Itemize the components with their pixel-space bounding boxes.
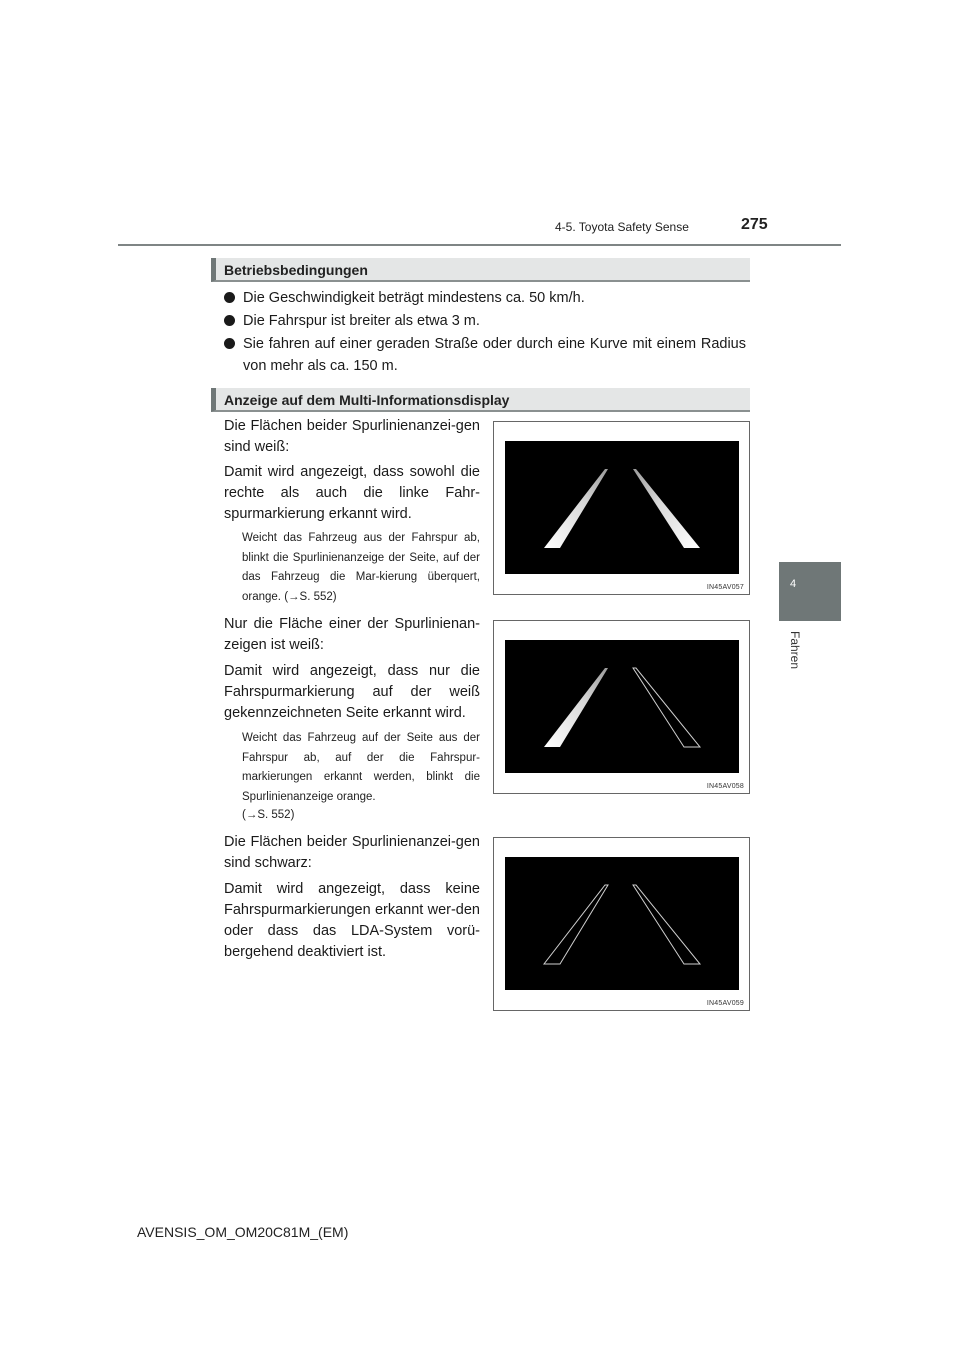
header-rule [118, 244, 841, 246]
item-title: Die Flächen beider Spurlinienanzei-gen sind weiß: [224, 418, 480, 455]
bullet-item: Die Geschwindigkeit beträgt mindestens ca. 50 km/h. [224, 287, 746, 309]
chapter-number: 4 [789, 578, 797, 590]
chapter-tab [779, 562, 841, 621]
figure-both-lanes-black [493, 837, 750, 1011]
display-screen [505, 857, 739, 990]
document-id: AVENSIS_OM_OM20C81M_(EM) [137, 1224, 349, 1240]
left-lane-marker-white [544, 668, 608, 747]
bullet-item: Sie fahren auf einer geraden Straße oder durch eine Kurve mit einem Radius von mehr als ca. 150 m. [224, 333, 746, 377]
item-description: Damit wird angezeigt, dass keine Fahrspurmarkierungen erkannt wer-den oder dass das LDA-System vorü-bergehend deaktiviert ist. [224, 881, 480, 960]
item-description: Damit wird angezeigt, dass sowohl die rechte als auch die linke Fahr-spurmarkierung erkannt wird. [224, 464, 480, 522]
page-number: 275 [741, 216, 768, 233]
bullet-dot-icon [224, 338, 235, 349]
item-title: Die Flächen beider Spurlinienanzei-gen sind schwarz: [224, 834, 480, 871]
display-screen [505, 640, 739, 773]
figure-one-lane-white [493, 620, 750, 794]
item-note: Weicht das Fahrzeug aus der Fahrspur ab, blinkt die Spurlinienanzeige der Seite, auf der das Fahrzeug die Mar-kierung überquert, orange. (→S. 552) [242, 532, 480, 603]
section-heading-conditions: Betriebsbedingungen [211, 258, 750, 282]
display-screen [505, 441, 739, 574]
right-lane-marker-outline [633, 668, 700, 747]
figure-code: IN45AV059 [706, 1000, 744, 1007]
item-description: Damit wird angezeigt, dass nur die Fahrspurmarkierung auf der weiß gekennzeichneten Seite erkannt wird. [224, 663, 480, 721]
left-lane-marker-outline [544, 885, 608, 964]
item-note: Weicht das Fahrzeug auf der Seite aus der Fahrspur ab, auf der die Fahrspur-markierungen erkannt werden, blinkt die Spurlinienanzeige orange. [242, 732, 480, 803]
bullet-dot-icon [224, 315, 235, 326]
left-lane-marker-white [544, 469, 608, 548]
figure-both-lanes-white [493, 421, 750, 595]
chapter-label: Fahren [788, 631, 802, 670]
item-title: Nur die Fläche einer der Spurlinienan-zeigen ist weiß: [224, 616, 480, 653]
bullet-dot-icon [224, 292, 235, 303]
header-section-title: 4-5. Toyota Safety Sense [555, 220, 689, 234]
bullet-item: Die Fahrspur ist breiter als etwa 3 m. [224, 310, 746, 332]
section-heading-display: Anzeige auf dem Multi-Informationsdisplay [211, 388, 750, 412]
figure-code: IN45AV057 [706, 584, 744, 591]
item-note-reference: (→S. 552) [242, 809, 295, 821]
right-lane-marker-outline [633, 885, 700, 964]
right-lane-marker-white [633, 469, 700, 548]
figure-code: IN45AV058 [706, 783, 744, 790]
